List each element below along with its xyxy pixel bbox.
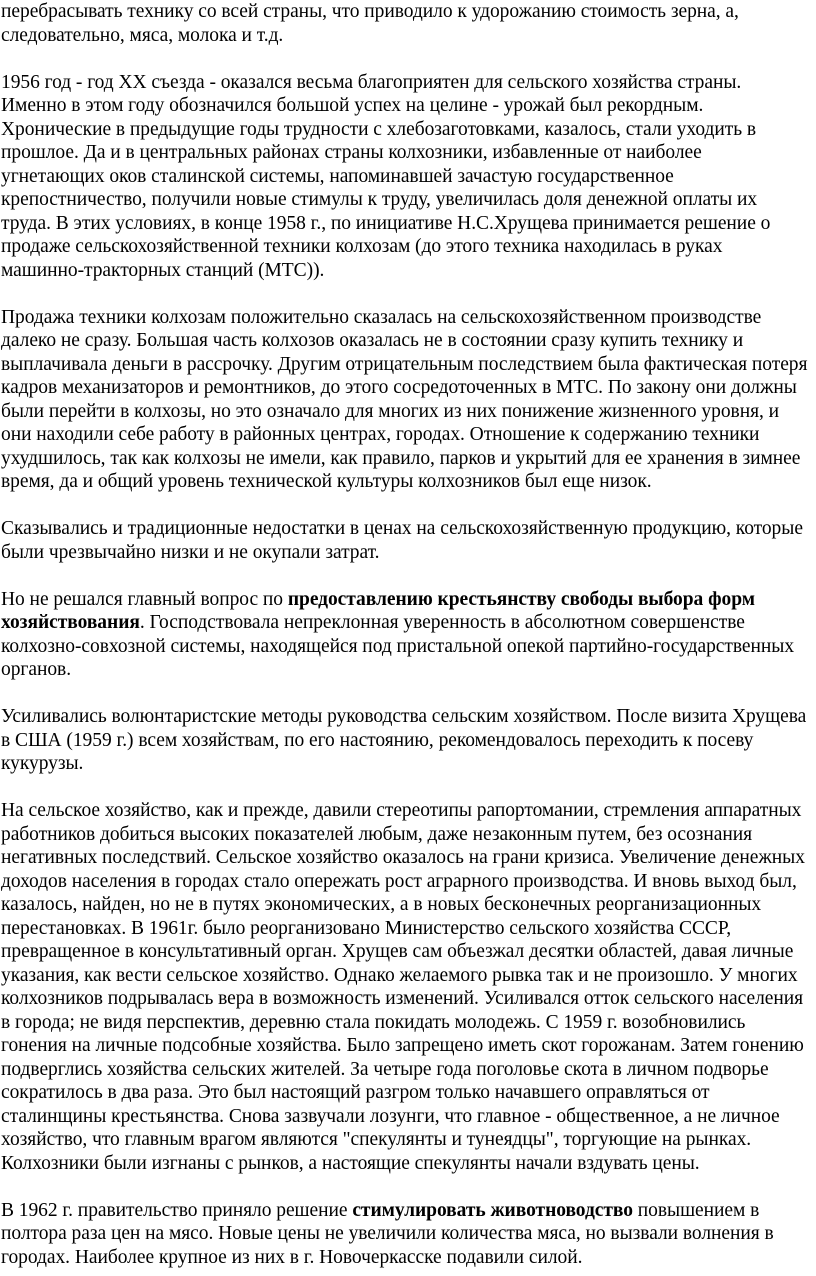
paragraph-2: 1956 год - год XX съезда - оказался весьма благоприятен для сельского хозяйства страны. Именно в этом году обозначился большой успех на целине - урожай был рекордным. Хронические в предыдущие годы трудности с хлебозаготовками, казалось, стали уходить в прошлое. Да и в центральных районах страны колхозники, избавленные от наиболее угнетающих оков сталинской системы, напоминавшей зачастую государственное крепостничество, получили новые стимулы к труду, увеличилась доля денежной оплаты их труда. В этих условиях, в конце 1958 г., по инициативе Н.С.Хрущева принимается решение о продаже сельскохозяйственной техники колхозам (до этого техника находилась в руках машинно-тракторных станций (МТС)). [1, 71, 771, 281]
paragraph-5-lead: Но не решался главный вопрос по [1, 588, 288, 610]
paragraph-7: На сельское хозяйство, как и прежде, давили стереотипы рапортомании, стремления аппаратных работников добиться высоких показателей любым, даже незаконным путем, без осознания негативных последствий. Сельское хозяйство оказалось на грани кризиса. Увеличение денежных доходов населения в городах стало опережать рост аграрного производства. И вновь выход был, казалось, найден, но не в путях экономических, а в новых бесконечных реорганизационных перестановках. В 1961г. было реорганизовано Министерство сельского хозяйства СССР, превращенное в консультативный орган. Хрущев сам объезжал десятки областей, давая личные указания, как вести сельское хозяйство. Однако желаемого рывка так и не произошло. У многих колхозников подрывалась вера в возможность изменений. Усиливался отток сельского населения в города; не видя перспектив, деревню стала покидать молодежь. С 1959 г. возобновились гонения на личные подсобные хозяйства. Было запрещено иметь скот горожанам. Затем гонению подверглись хозяйства сельских жителей. За четыре года поголовье скота в личном подворье сократилось в два раза. Это был настоящий разгром только начавшего оправляться от сталинщины крестьянства. Снова зазвучали лозунги, что главное - общественное, а не личное хозяйство, что главным врагом являются "спекулянты и тунеядцы", торгующие на рынках. Колхозники были изгнаны с рынков, а настоящие спекулянты начали вздувать цены. [1, 800, 805, 1174]
paragraph-5-bold-phrase: предоставлению крестьянству свободы выбора форм хозяйствования [1, 588, 755, 633]
paragraph-6: Усиливались волюнтаристские методы руководства сельским хозяйством. После визита Хрущева в США (1959 г.) всем хозяйствам, по его настоянию, рекомендовалось переходить к посеву кукурузы. [1, 706, 807, 774]
paragraph-5-rest: . Господствовала непреклонная уверенность в абсолютном совершенстве колхозно-совхозной системы, находящейся под пристальной опекой партийно-государственных органов. [1, 612, 795, 680]
paragraph-5 [1, 588, 810, 682]
paragraph-1: перебрасывать технику со всей страны, что приводило к удорожанию стоимость зерна, а, следовательно, мяса, молока и т.д. [1, 1, 739, 46]
paragraph-8-rest: повышением в полтора раза цен на мясо. Новые цены не увеличили количества мяса, но вызвали волнения в городах. Наиболее крупное из них в г. Новочеркасске подавили силой. [1, 1199, 774, 1268]
paragraph-4: Сказывались и традиционные недостатки в ценах на сельскохозяйственную продукцию, которые были чрезвычайно низки и не окупали затрат. [1, 518, 803, 563]
paragraph-8 [1, 1199, 810, 1270]
paragraph-3: Продажа техники колхозам положительно сказалась на сельскохозяйственном производстве далеко не сразу. Большая часть колхозов оказалась не в состоянии сразу купить технику и выплачивала деньги в рассрочку. Другим отрицательным последствием была фактическая потеря кадров механизаторов и ремонтников, до этого сосредоточенных в МТС. По закону они должны были перейти в колхозы, но это означало для многих из них понижение жизненного уровня, и они находили себе работу в районных центрах, городах. Отношение к содержанию техники ухудшилось, так как колхозы не имели, как правило, парков и укрытий для ее хранения в зимнее время, да и общий уровень технической культуры колхозников был еще низок. [1, 306, 808, 492]
paragraph-8-lead: В 1962 г. правительство приняло решение [1, 1199, 353, 1221]
paragraph-8-bold-phrase: стимулировать животноводство [352, 1199, 633, 1221]
